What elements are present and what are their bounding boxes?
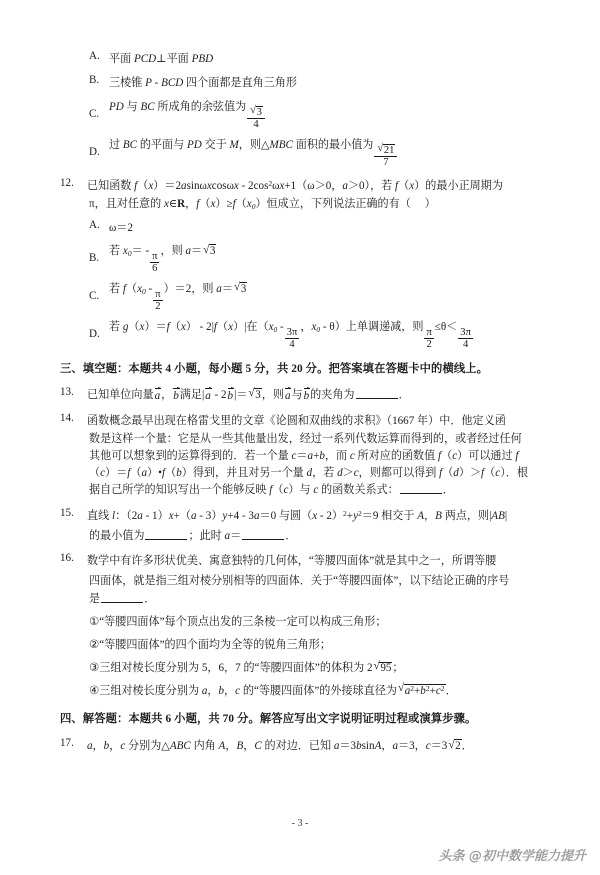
answer-blank-16[interactable] xyxy=(101,602,143,603)
q16-item-2-marker: ② xyxy=(89,636,100,651)
answer-blank-15-a[interactable] xyxy=(145,539,187,540)
q12-option-d-label: D. xyxy=(89,327,100,340)
question-12-stem-line1: 已知函数 $f(x)=2asin\omega xcos\omega x - 2\cos^2\omega x+1(\omega>0$，a＞0），若 f（x）的最小正周期为 xyxy=(87,178,503,192)
q16-item-1 xyxy=(58,613,528,628)
q12-option-b xyxy=(58,242,528,274)
q16-item-3: ③三组对棱长度分别为 5，6，7 的“等腰四面体”的体积为 2 √ 95； xyxy=(58,662,528,674)
fraction-sqrt3-over-4: √ $\frac{3}{4}$ xyxy=(247,106,265,130)
q11-option-b-label: B. xyxy=(89,74,100,86)
watermark-logo: 头条 @初中数学能力提升 xyxy=(438,849,586,864)
sqrt-95: √ 95 xyxy=(374,662,393,674)
q11-option-d-text: 过 BC 的平面与 PD 交于 M，则△MBC 面积的最小值为 √ $\frac{21}{7}$ xyxy=(109,136,528,168)
q12-option-a-text: ω＝2 xyxy=(109,222,133,235)
question-13-number: 13. xyxy=(60,385,74,398)
q16-item-3-marker: ③ xyxy=(89,659,100,674)
q16-item-4-marker: ④ xyxy=(89,683,100,698)
question-16-line3: 是 ． xyxy=(89,592,156,605)
question-17-number: 17. xyxy=(60,737,74,750)
q11-option-c-label: C. xyxy=(89,107,100,120)
question-14 xyxy=(58,412,528,428)
q11-option-b-text: 三棱锥 P - BCD 四个面都是直角三角形 xyxy=(109,77,297,89)
q16-item-2-text: “等腰四面体”的四个面均为全等的锐角三角形； xyxy=(99,638,331,651)
q12-option-c-text: 若 $f(x_0$ - $\frac{\pi}{2}$ ）＝2，则 a＝ √ 3 xyxy=(109,280,528,312)
q12-option-b-label: B. xyxy=(89,252,100,265)
question-12-number: 12. xyxy=(60,176,74,189)
question-16-line2: 四面体，就是指三组对棱分别相等的四面体．关于“等腰四面体”，以下结论正确的序号 xyxy=(89,574,510,587)
q12-option-a xyxy=(58,219,528,235)
question-15-line2: 的最小值为 ；此时 a＝ ． xyxy=(89,529,297,542)
question-14-number: 14. xyxy=(60,412,74,425)
fraction-3pi-over-4-a: $\frac{3\pi}{4}$ xyxy=(286,326,298,350)
q11-option-b xyxy=(58,74,528,90)
q12-option-d xyxy=(58,318,528,350)
q11-option-a-label: A. xyxy=(89,50,100,62)
question-16-line1: 数学中有许多形状优美、寓意独特的几何体，“等腰四面体”就是其中之一，所谓等腰 xyxy=(87,554,497,567)
q12-option-a-label: A. xyxy=(89,219,100,232)
q16-item-2 xyxy=(58,636,528,651)
question-16-number: 16. xyxy=(60,551,74,564)
q16-item-1-marker: ① xyxy=(89,613,100,628)
question-16 xyxy=(58,552,528,568)
q12-option-c-label: C. xyxy=(89,290,100,302)
question-12 xyxy=(58,177,528,193)
fraction-sqrt21-over-7: √ $\frac{21}{7}$ xyxy=(374,144,397,168)
question-15-number: 15. xyxy=(60,506,74,519)
question-13 xyxy=(58,386,528,402)
q12-option-c xyxy=(58,280,528,312)
q12-option-b-text: 若 $x_0=$ - $\frac{\pi}{6}$ ，则 a＝ √ 3 xyxy=(109,242,528,274)
answer-blank-13[interactable] xyxy=(356,398,398,399)
question-14-line5: 据自己所学的知识写出一个能够反映 f（c）与 c 的函数关系式： ． xyxy=(89,484,454,497)
page-content xyxy=(58,50,528,755)
question-14-line4: （c）＝f（a）•f（b）得到，并且对另一个量 d，若 d＞c，则都可以得到 f（d）＞f（c）．根 xyxy=(89,467,528,480)
q16-item-4: ④三组对棱长度分别为 a，b，c 的“等腰四面体”的外接球直径为 √ $a^2+b^2+c^2$． xyxy=(58,684,528,697)
fraction-pi-over-2: $\frac{\pi}{2}$ xyxy=(155,288,161,312)
fraction-pi-over-6: $\frac{\pi}{6}$ xyxy=(152,250,158,275)
question-14-line3: 其他可以想象到的运算得到的．若一个量 c＝a+b，而 c 所对应的函数值 f（c）可以通过 f xyxy=(89,450,519,463)
sqrt-a2-b2-c2: √ $a^2+b^2+c^2$ xyxy=(398,684,446,697)
fraction-3pi-over-4-b: $\frac{3\pi}{4}$ xyxy=(460,326,471,350)
question-14-line2: 数是这样一个量：它是从一些其他量出发，经过一系列代数运算而得到的，或者经过任何 xyxy=(89,433,522,446)
question-15-line1: 直线 l：（2a - 1）x+（a - 3）y+4 - 3a＝0 与圆$(x - 2)^2+y^2=9$ 相交于 A，B 两点，则|AB| xyxy=(87,508,508,522)
question-17 xyxy=(58,737,528,753)
question-14-line1: 函数概念最早出现在格雷戈里的文章《论圆和双曲线的求积》（1667 年）中．他定义函 xyxy=(87,415,506,428)
section-3-header: 三、填空题：本题共 4 小题，每小题 5 分，共 20 分。把答案填在答题卡中的横线上。 xyxy=(60,362,489,375)
q11-option-d-label: D. xyxy=(89,145,100,158)
q12-option-d-text: 若 g（x）＝f（x） - 2|f（x）|在（$x_0$ - $\frac{3\pi}{4}$ ，$x_0 - \theta$）上单调递减，则 $\frac{\pi}{2}$ ≤θ＜ $\frac{3\pi}{4}$ xyxy=(109,320,471,350)
question-15 xyxy=(58,507,528,523)
fraction-pi-over-2-b: $\frac{\pi}{2}$ xyxy=(426,326,432,350)
q11-option-c xyxy=(58,98,528,130)
q11-option-a xyxy=(58,50,528,66)
answer-blank-15-b[interactable] xyxy=(242,539,284,540)
section-4-header: 四、解答题：本题共 6 小题，共 70 分。解答应写出文字说明证明过程或演算步骤。 xyxy=(60,713,477,726)
question-13-text: 已知单位向量a，b满足|a - 2b|＝ √ 3，则a与b的夹角为 ． xyxy=(87,386,528,402)
q11-option-d xyxy=(58,136,528,168)
question-12-stem-line2: π，且对任意的 x∈R，$f(x)\ge f(x_0)$恒成立，下列说法正确的有（ ） xyxy=(89,197,436,211)
question-17-text: a，b，c 分别为△ABC 内角 A，B，C 的对边．已知 a＝3bsinA，a＝3，c＝3 √ 2． xyxy=(87,737,528,753)
q16-item-1-text: “等腰四面体”每个顶点出发的三条棱一定可以构成三角形； xyxy=(99,615,387,628)
q11-option-a-text: 平面 PCD⊥平面 PBD xyxy=(109,53,214,65)
q11-option-c-text: PD 与 BC 所成角的余弦值为 √ $\frac{3}{4}$ xyxy=(109,98,528,130)
page-number: - 3 - xyxy=(291,818,309,829)
answer-blank-14[interactable] xyxy=(400,493,442,494)
